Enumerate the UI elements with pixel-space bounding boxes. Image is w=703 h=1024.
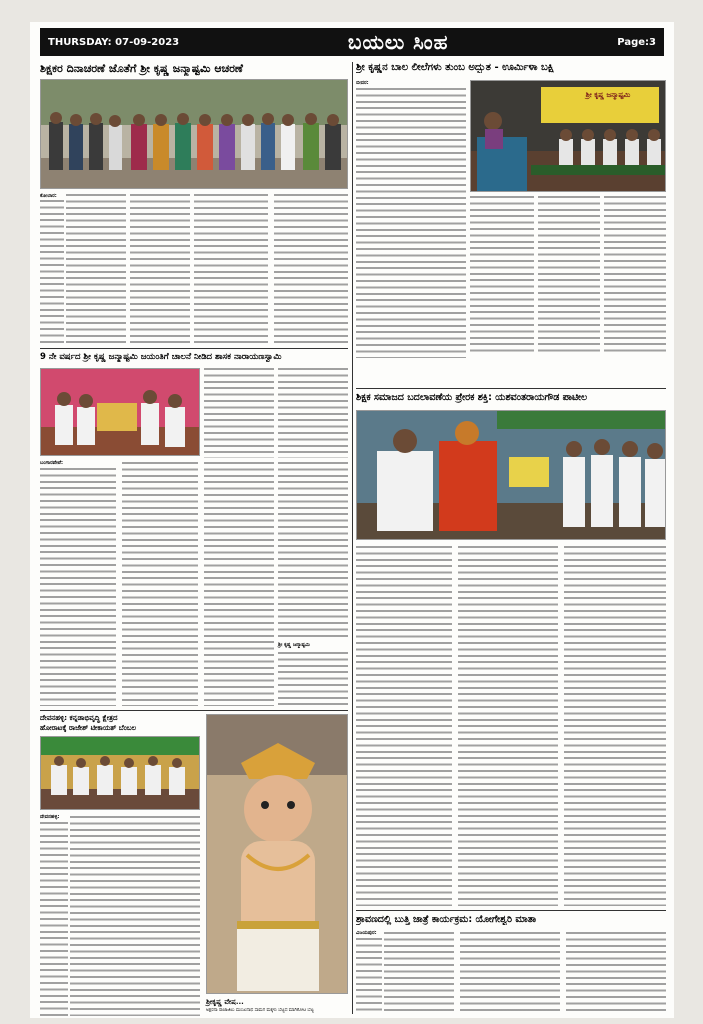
article-1-body-col3 xyxy=(194,194,268,344)
article-1-body-col2 xyxy=(130,194,190,344)
article-5-body-col0 xyxy=(40,822,68,1016)
article-5-body xyxy=(70,816,200,1016)
inauguration-photo-image xyxy=(41,369,200,456)
section-divider-4 xyxy=(356,910,666,911)
article-4-body-col1 xyxy=(356,546,452,906)
article-5-subhead: ಹೋರಾಟಕ್ಕೆ ರಾಜೇಶ್ ಟೀಕಾಯತ್ ಬೆಂಬಲ xyxy=(40,724,137,732)
article-2-dateline: ಬೀದರ: xyxy=(356,80,369,86)
article-1-body-col1 xyxy=(66,194,126,344)
article-1-headline: ಶಿಕ್ಷಕರ ದಿನಾಚರಣೆ ಜೊತೆಗೆ ಶ್ರೀ ಕೃಷ್ಣ ಜನ್ಮಾಷ್ಟಮಿ ಆಚರಣೆ xyxy=(40,62,243,75)
article-3-body-col1 xyxy=(40,468,116,706)
newspaper-page xyxy=(30,22,674,1018)
article-2-body-col2 xyxy=(470,196,534,356)
article-7-dateline: ವಿಜಯಪುರ: xyxy=(356,930,377,936)
article-1-dateline: ಕೋಲಾರ: xyxy=(40,193,57,199)
article-4-body-col3 xyxy=(564,546,666,906)
article-6-caption: ಶ್ರೀಕೃಷ್ಣ ವೇಷ... xyxy=(206,998,244,1006)
article-2-photo xyxy=(470,80,666,192)
section-divider xyxy=(40,348,348,349)
meeting-photo-image xyxy=(41,737,200,810)
article-6-photo xyxy=(206,714,348,994)
article-5-photo xyxy=(40,736,200,810)
page-number: Page:3 xyxy=(617,36,656,48)
article-2-banner-text: ಶ್ರೀ ಕೃಷ್ಣ ಜನ್ಮಾಷ್ಟಮಿ xyxy=(585,91,631,99)
article-4-headline: ಶಿಕ್ಷಕ ಸಮಾಜದ ಬದಲಾವಣೆಯ ಪ್ರೇರಕ ಶಕ್ತಿ: ಯಶವಂತರಾಯಗೌಡ ಪಾಟೀಲ xyxy=(356,392,588,403)
section-divider-2 xyxy=(356,388,666,389)
article-3-photo xyxy=(40,368,200,456)
article-7-body-col0 xyxy=(356,938,382,1014)
article-2-headline: ಶ್ರೀ ಕೃಷ್ಣನ ಬಾಲ ಲೀಲೆಗಳು ತುಂಬ ಅದ್ಭುತ - ಊರ್ಮಿಳಾ ಬಕ್ಷಿ xyxy=(356,62,555,73)
column-divider xyxy=(352,62,353,1014)
section-divider-3 xyxy=(40,710,348,711)
article-3-headline: 9 ನೇ ವರ್ಷದ ಶ್ರೀ ಕೃಷ್ಣ ಜನ್ಮಾಷ್ಟಮಿ ಜಯಂತಿಗೆ ಚಾಲನೆ ನೀಡಿದ ಶಾಸಕ ನಾರಾಯಣಸ್ವಾಮಿ xyxy=(40,352,282,362)
article-3-body-col3 xyxy=(278,368,348,458)
article-2-body-col4 xyxy=(604,196,666,356)
article-4-body-col2 xyxy=(458,546,558,906)
article-7-body-col3 xyxy=(566,932,666,1014)
article-5-headline: ದೇವನಹಳ್ಳಿ: ಕನ್ನಡಾಭಿವೃದ್ಧಿ ಕ್ಷೇತ್ರದ xyxy=(40,714,118,722)
article-2-body-col1 xyxy=(356,88,466,358)
article-1-body-col4 xyxy=(274,194,348,344)
masthead xyxy=(40,28,664,56)
article-3-dateline: ಬಂಗಾರಪೇಟೆ: xyxy=(40,460,64,466)
article-3-body-col5 xyxy=(204,462,274,706)
article-2-body-col3 xyxy=(538,196,600,356)
article-7-headline: ಶ್ರಾವಣದಲ್ಲಿ ಬುತ್ತಿ ಜಾತ್ರೆ ಕಾರ್ಯಕ್ರಮ: ಯೋಗೇಶ್ವರಿ ಮಾತಾ xyxy=(356,914,537,925)
article-4-photo xyxy=(356,410,666,540)
article-3-body-col6 xyxy=(278,462,348,638)
felicitation-photo-image xyxy=(357,411,666,540)
article-3-body-col4 xyxy=(122,462,198,706)
article-5-dateline: ದೇವನಹಳ್ಳಿ: xyxy=(40,814,60,820)
article-1-photo xyxy=(40,79,348,189)
inline-subhead: ಶ್ರೀ ಕೃಷ್ಣ ಜನ್ಮಾಷ್ಟಮಿ xyxy=(278,642,310,648)
baby-krishna-photo-image xyxy=(207,715,348,994)
article-1-body-col0 xyxy=(40,200,64,344)
article-7-body-col1 xyxy=(384,932,454,1014)
article-7-body-col2 xyxy=(460,932,560,1014)
article-3-body-col2 xyxy=(204,368,274,458)
issue-date: THURSDAY: 07-09-2023 xyxy=(48,36,180,48)
article-3-body-col7 xyxy=(278,652,348,706)
article-6-subcaption: ಅಕ್ಷರನಾ ರಾಜಾಜಿಲು ಮಂಜುನಾಥ ಸಾಮಗ ಮಕ್ಕಳು ಬೆಟ್ಟದ ಮಾಗಿಕೋಟ ಬೆಟ್ಟ xyxy=(206,1008,314,1013)
group-photo-image xyxy=(41,80,348,189)
newspaper-title: ಬಯಲು ಸಿಂಹ xyxy=(347,30,449,54)
